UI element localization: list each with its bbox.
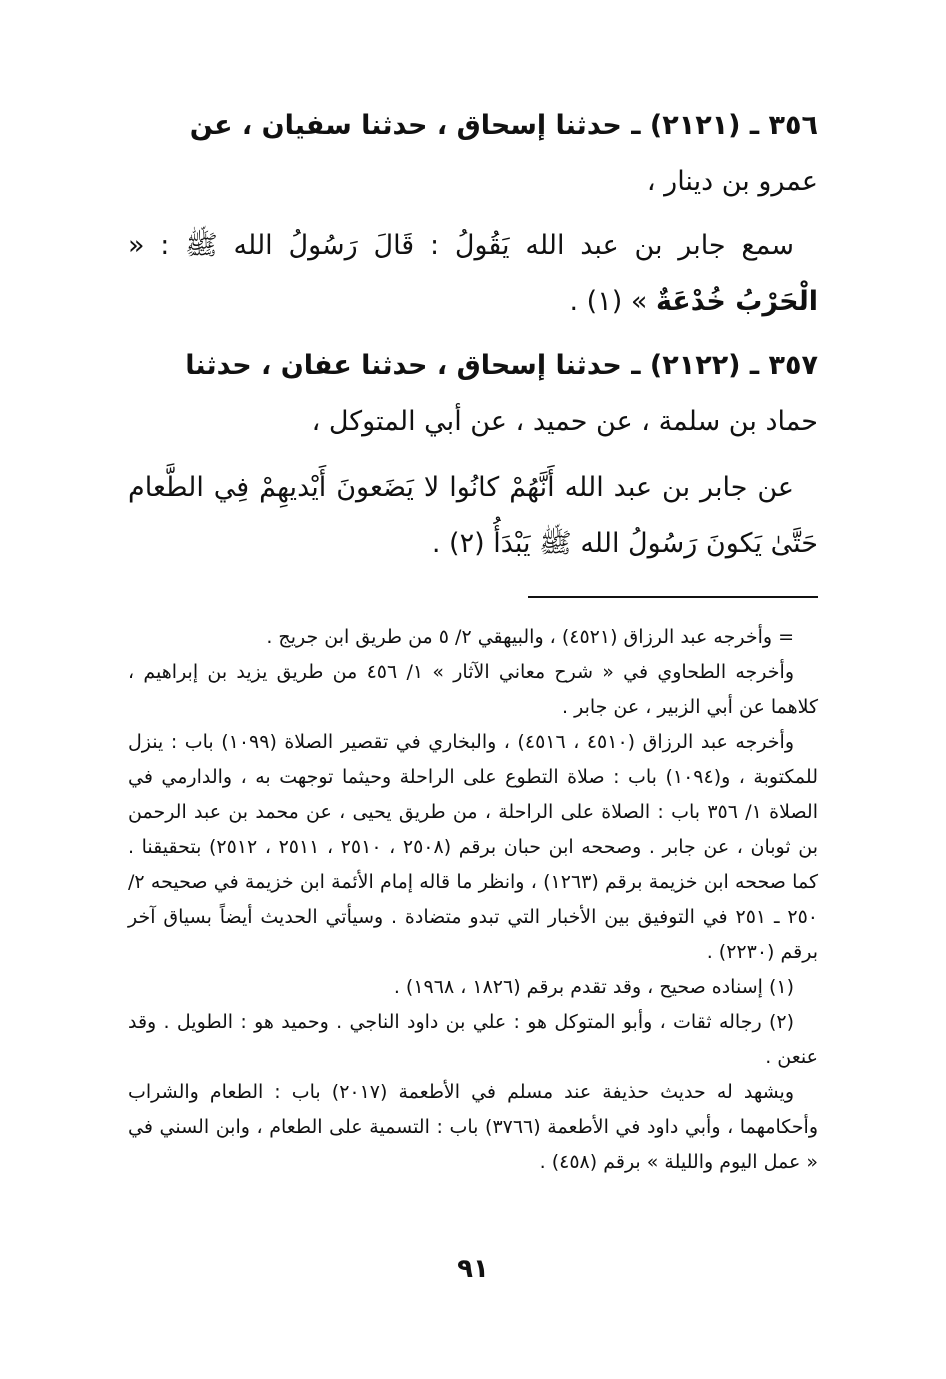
footnote-1: (١) إسناده صحيح ، وقد تقدم برقم (١٨٢٦ ، ١٩٦٨) .	[393, 976, 794, 998]
hadith-357-isnad	[128, 338, 818, 450]
footnote-2: (٢) رجاله ثقات ، وأبو المتوكل هو : علي بن داود الناجي . وحميد هو : الطويل . وقد عنعن .	[128, 1011, 818, 1068]
hadith-356-text-bold: الْحَرْبُ خُدْعَةٌ	[655, 286, 818, 317]
hadith-356-matn	[128, 218, 818, 330]
footnote-separator	[528, 596, 818, 598]
hadith-357-matn	[128, 460, 818, 572]
footnote-paragraph: ويشهد له حديث حذيفة عند مسلم في الأطعمة (٢٠١٧) باب : الطعام والشراب وأحكامهما ، وأبي داود في الأطعمة (٣٧٦٦) باب : التسمية على الطعام ، وابن السني في « عمل اليوم والليلة » برقم (٤٥٨) .	[128, 1081, 818, 1173]
hadith-357-line2: حماد بن سلمة ، عن حميد ، عن أبي المتوكل ،	[311, 406, 818, 437]
page-number: ٩١	[457, 1254, 489, 1284]
footnote-paragraph: وأخرجه الطحاوي في « شرح معاني الآثار » ١/ ٤٥٦ من طريق يزيد بن إبراهيم ، كلاهما عن أبي الزبير ، عن جابر .	[128, 661, 818, 718]
hadith-356-text-a: سمع جابر بن عبد الله يَقُولُ : قَالَ رَسُولُ الله ﷺ : «	[128, 230, 794, 261]
hadith-356-line1: ٣٥٦ ـ (٢١٢١) ـ حدثنا إسحاق ، حدثنا سفيان ، عن	[189, 110, 818, 141]
footnotes	[128, 620, 818, 1180]
footnote-continuation: = وأخرجه عبد الرزاق (٤٥٢١) ، والبيهقي ٢/ ٥ من طريق ابن جريج .	[266, 626, 794, 648]
hadith-356-text-b: » (١) .	[569, 286, 648, 317]
hadith-357-text: عن جابر بن عبد الله أَنَّهُمْ كانُوا لا يَضَعونَ أَيْديهِمْ فِي الطَّعام حَتَّىٰ يَكونَ رَسُولُ الله ﷺ يَبْدَأُ (٢) .	[128, 472, 818, 559]
hadith-356-isnad	[128, 98, 818, 210]
hadith-356-line2: عمرو بن دينار ،	[646, 166, 818, 197]
hadith-357-line1: ٣٥٧ ـ (٢١٢٢) ـ حدثنا إسحاق ، حدثنا عفان ، حدثنا	[185, 350, 818, 381]
footnote-paragraph: وأخرجه عبد الرزاق (٤٥١٠ ، ٤٥١٦) ، والبخاري في تقصير الصلاة (١٠٩٩) باب : ينزل للمكتوبة ، و(١٠٩٤) باب : صلاة التطوع على الراحلة وحيثما توجهت به ، والدارمي في الصلاة ١/ ٣٥٦ باب : الصلاة على الراحلة ، من طريق يحيى ، عن محمد بن عبد الرحمن بن ثوبان ، عن جابر . وصححه ابن حبان برقم (٢٥٠٨ ، ٢٥١٠ ، ٢٥١١ ، ٢٥١٢) بتحقيقنا . كما صححه ابن خزيمة برقم (١٢٦٣) ، وانظر ما قاله إمام الأئمة ابن خزيمة في صحيحه ٢/ ٢٥٠ ـ ٢٥١ في التوفيق بين الأخبار التي تبدو متضادة . وسيأتي الحديث أيضاً بسياق آخر برقم (٢٢٣٠) .	[128, 731, 818, 963]
